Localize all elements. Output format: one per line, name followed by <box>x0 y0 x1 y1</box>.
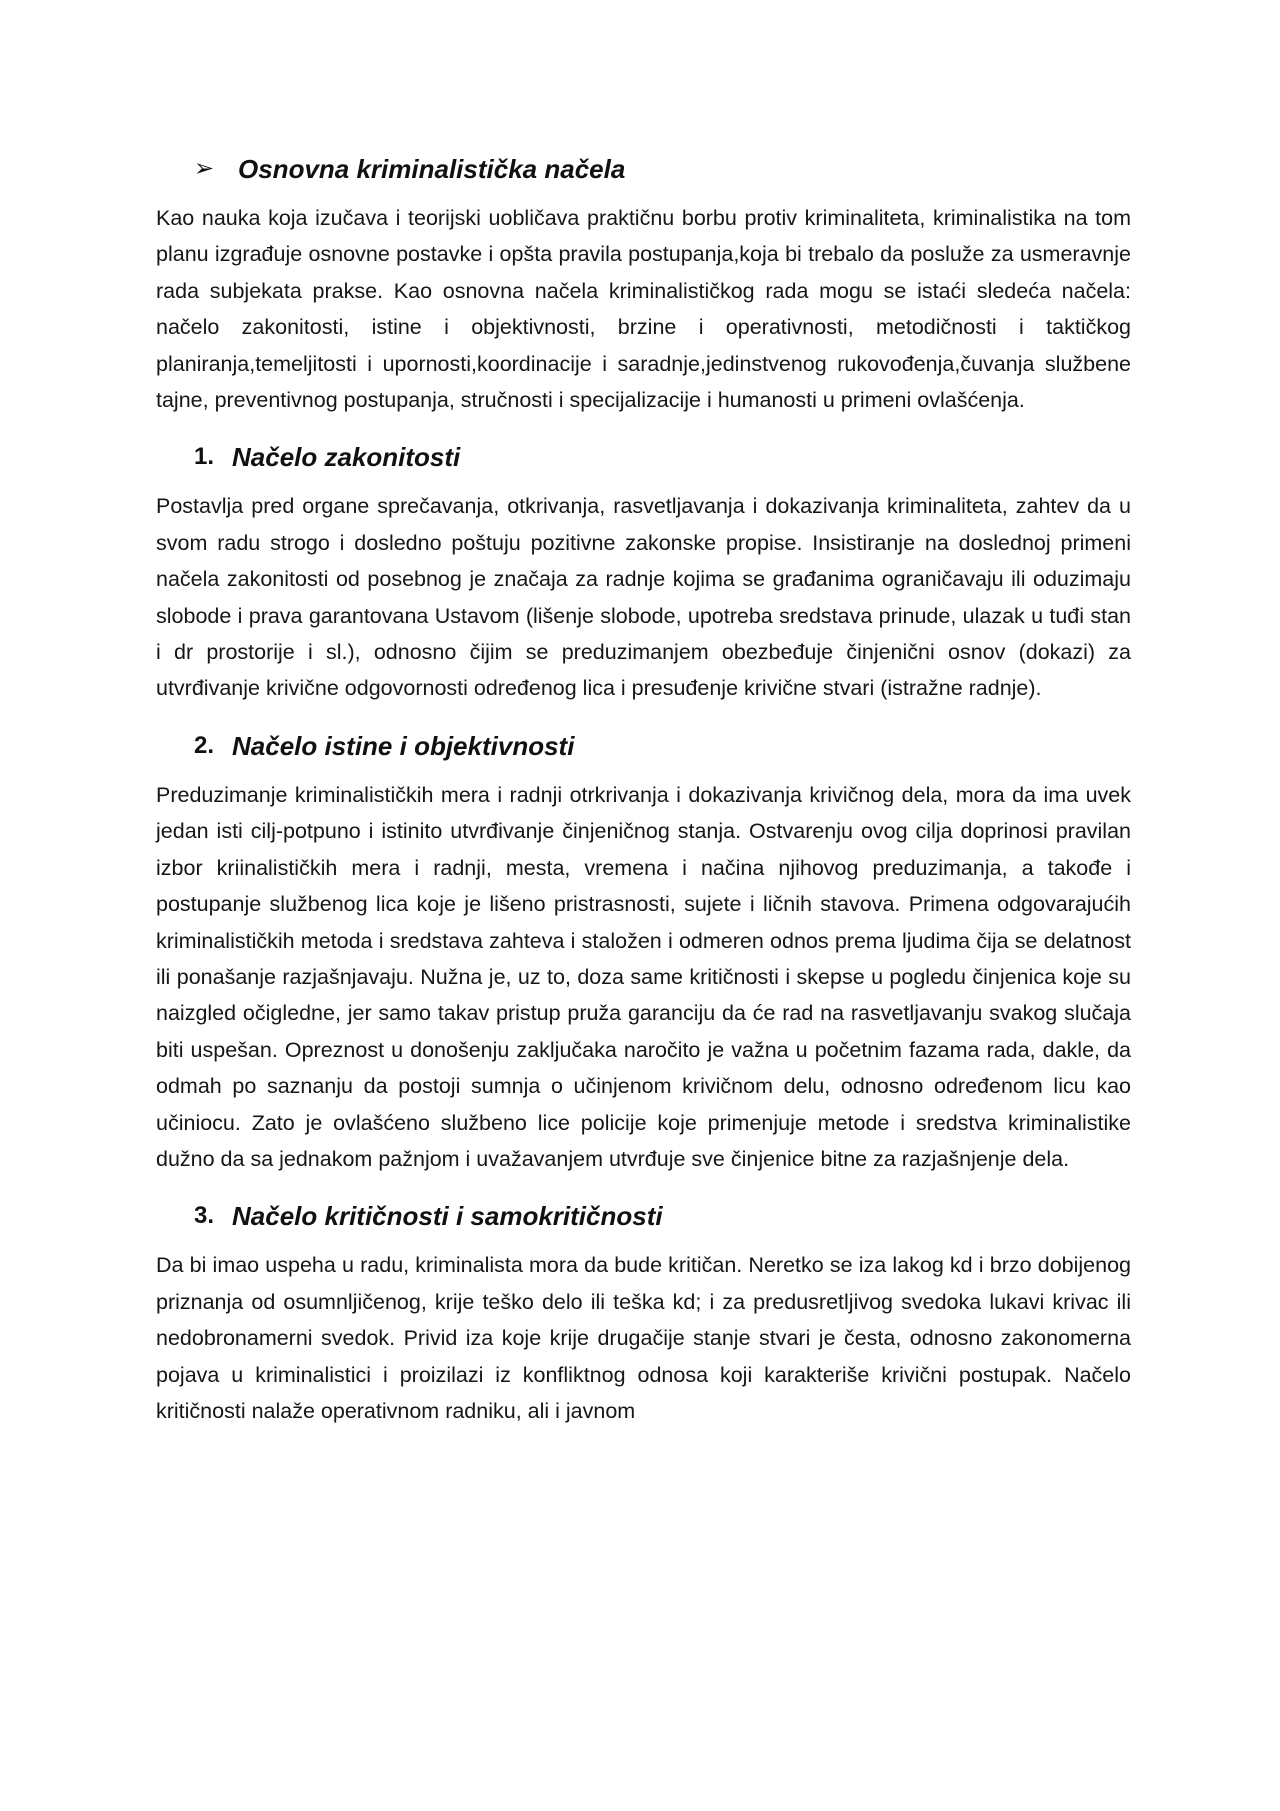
arrow-bullet-icon: ➢ <box>194 155 215 182</box>
section-number: 3. <box>194 1202 215 1230</box>
section-number: 2. <box>194 731 215 759</box>
section-title: Načelo kritičnosti i samokritičnosti <box>232 1201 663 1232</box>
section-paragraph-1: Postavlja pred organe sprečavanja, otkrivanja, rasvetljavanja i dokazivanja kriminaliteta, zahtev da u svom radu strogo i dosledno poštuju pozitivne zakonske propise. Insistiranje na doslednoj primeni načela zakonitosti od posebnog je značaja za radnje kojima se građanima ograničavaju ili oduzimaju slobode i prava garantovana Ustavom (lišenje slobode, upotreba sredstava prinude, ulazak u tuđi stan i dr prostorije i sl.), odnosno čijim se preduzimanjem obezbeđuje činjenični osnov (dokazi) za utvrđivanje krivične odgovornosti određenog lica i presuđenje krivične stvari (istražne radnje). <box>156 494 1131 701</box>
section-paragraph-2: Preduzimanje kriminalističkih mera i radnji otrkrivanja i dokazivanja krivičnog dela, mora da ima uvek jedan isti cilj-potpuno i istinito utvrđivanje činjeničnog stanja. Ostvarenju ovog cilja doprinosi pravilan izbor kriinalističkih mera i radnji, mesta, vremena i načina njihovog preduzimanja, a takođe i postupanje službenog lica koje je lišeno pristrasnosti, sujete i ličnih stavova. Primena odgovarajućih kriminalističkih metoda i sredstava zahteva i staložen i odmeren odnos prema ljudima čija se delatnost ili ponašanje razjašnjavaju. Nužna je, uz to, doza same kritičnosti i skepse u pogledu činjenica koje su naizgled očigledne, jer samo takav pristup pruža garanciju da će rad na rasvetljavanju svakog slučaja biti uspešan. Opreznost u donošenju zaključaka naročito je važna u početnim fazama rada, dakle, da odmah po saznanju da postoji sumnja o učinjenom krivičnom delu, odnosno određenom licu kao učiniocu. Zato je ovlašćeno službeno lice policije koje primenjuje metode i sredstva kriminalistike dužno da sa jednakom pažnjom i uvažavanjem utvrđuje sve činjenice bitne za razjašnjenje dela. <box>156 782 1131 1171</box>
main-heading <box>194 152 1131 186</box>
section-title: Načelo zakonitosti <box>232 442 461 473</box>
section-number: 1. <box>194 443 215 471</box>
section-heading-1 <box>194 440 1131 474</box>
intro-paragraph: Kao nauka koja izučava i teorijski uobličava praktičnu borbu protiv kriminaliteta, kriminalistika na tom planu izgrađuje osnovne postavke i opšta pravila postupanja,koja bi trebalo da posluže za usmeravnje rada subjekata prakse. Kao osnovna načela kriminalističkog rada mogu se istaći sledeća načela: načelo zakonitosti, istine i objektivnosti, brzine i operativnosti, metodičnosti i taktičkog planiranja,temeljitosti i upornosti,koordinacije i saradnje,jedinstvenog rukovođenja,čuvanja službene tajne, preventivnog postupanja, stručnosti i specijalizacije i humanosti u primeni ovlašćenja. <box>156 206 1131 413</box>
section-heading-3 <box>194 1199 1131 1233</box>
main-heading-title: Osnovna kriminalistička načela <box>238 154 626 184</box>
section-paragraph-3: Da bi imao uspeha u radu, kriminalista mora da bude kritičan. Neretko se iza lakog kd i brzo dobijenog priznanja od osumnljičenog, krije teško delo ili teška kd; i za predusretljivog svedoka lukavi krivac ili nedobronamerni svedok. Privid iza koje krije drugačije stanje stvari je česta, odnosno zakonomerna pojava u kriminalistici i proizilazi iz konfliktnog odnosa koji karakteriše krivični postupak. Načelo kritičnosti nalaže operativnom radniku, ali i javnom <box>156 1253 1131 1423</box>
section-title: Načelo istine i objektivnosti <box>232 730 575 761</box>
document-page <box>156 152 1131 1451</box>
section-heading-2 <box>194 729 1131 763</box>
